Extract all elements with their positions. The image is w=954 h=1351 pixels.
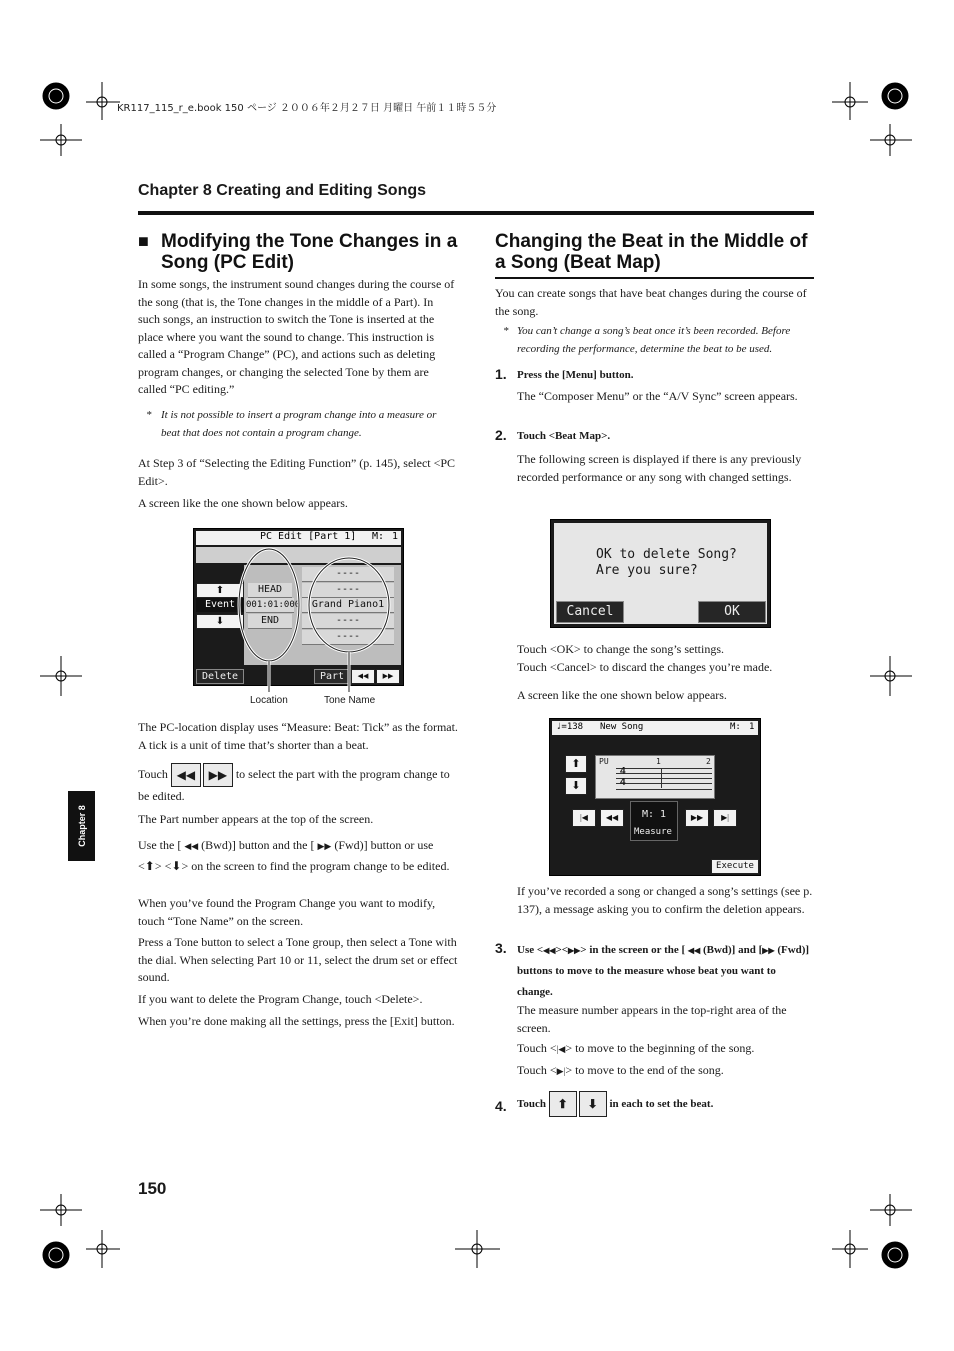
begin-text-b: > to move to the beginning of the song. — [565, 1041, 755, 1055]
tone-row-4[interactable]: ---- — [302, 614, 394, 629]
crop-mark-mid-right — [870, 656, 912, 696]
tone-row-5[interactable]: ---- — [302, 630, 394, 645]
pc-edit-callouts — [193, 528, 402, 698]
beat-map-screen — [549, 718, 761, 876]
location-row-end[interactable]: END — [248, 614, 292, 629]
fwd-icon: ▶▶ — [317, 841, 332, 851]
left-intro: In some songs, the instrument sound changes during the course of the song (that is, the Tone changes in the middle of a Part). In such songs, an instruction to switch the Tone is inserted at the place where you want the sound to change. This instruction is called a “Program Change” (PC), and actions such as deleting program changes, or changing the selected Tone by them are called “PC editing.” — [138, 277, 455, 396]
end-text-b: > to move to the end of the song. — [565, 1063, 724, 1077]
event-label: Event — [196, 598, 244, 612]
use-text-2: (Bwd)] button and the [ — [201, 838, 315, 852]
step3-text-b: >< — [555, 944, 568, 956]
file-info: KR117_115_r_e.book 150 ページ ２００６年２月２７日 月曜日 午前１１時５５分 — [117, 103, 497, 114]
up-arrow-icon: ⬆ — [144, 859, 155, 873]
dialog-line-1: OK to delete Song? — [596, 547, 737, 562]
right-intro: You can create songs that have beat changes during the course of the song. — [495, 286, 807, 318]
tone-row-1[interactable]: ---- — [302, 567, 394, 582]
to-start-icon: |◀ — [556, 1044, 566, 1054]
callout-tone-label: Tone Name — [324, 695, 376, 706]
use-text-4: > < — [154, 859, 172, 873]
step3-text-e: and [ — [738, 944, 763, 956]
crop-mark-top-left — [40, 82, 120, 156]
right-note-mark: * — [503, 325, 509, 337]
beat-map-m-value: 1 — [749, 722, 755, 732]
staff-pu-label: PU — [599, 757, 609, 766]
tempo-label: ♩=138 — [556, 722, 584, 732]
part-fwd-button[interactable]: ▶▶ — [376, 669, 400, 684]
tone-row-2[interactable]: ---- — [302, 583, 394, 598]
cancel-text: Touch <Cancel> to discard the changes you’re made. — [517, 660, 773, 674]
crop-mark-mid-left — [40, 656, 82, 696]
left-note: It is not possible to insert a program change into a measure or beat that does not contain a program change. — [161, 409, 437, 439]
staff-bar-1: 1 — [656, 757, 661, 766]
step3-text-c: > in the screen or the [ — [580, 944, 686, 956]
step3-title — [517, 940, 813, 1003]
step2-desc: The following screen is displayed if there is any previously recorded performance or any song with changed settings. — [517, 452, 802, 484]
time-signature-top: 4 — [620, 766, 626, 777]
right-note: You can’t change a song’s beat once it’s been recorded. Before recording the performance, determine the beat to be used. — [517, 325, 791, 355]
step1-title: Press the [Menu] button. — [517, 369, 634, 381]
page-number: 150 — [138, 1179, 167, 1198]
execute-button[interactable]: Execute — [711, 859, 759, 874]
chapter-title: Chapter 8 Creating and Editing Songs — [138, 182, 427, 199]
time-signature-bottom: 4 — [620, 777, 626, 788]
part-label: Part — [314, 669, 350, 684]
step4-up-icon: ⬆ — [549, 1091, 577, 1117]
step1-number: 1. — [495, 366, 507, 382]
left-screen-intro: A screen like the one shown below appears. — [138, 496, 348, 510]
beat-map-m-label: M: — [730, 722, 741, 732]
crop-mark-bottom-center — [455, 1230, 500, 1268]
use-text-5: > on the screen to find the program change to be edited. — [181, 859, 450, 873]
step3-bwd-button-icon: ◀◀ — [687, 946, 701, 955]
dialog-line-2: Are you sure? — [596, 563, 698, 578]
tone-row-current[interactable]: Grand Piano1 — [302, 598, 394, 613]
down-arrow-icon: ⬇ — [171, 859, 182, 873]
header-rule — [138, 211, 814, 215]
dialog-panel — [554, 523, 767, 624]
dialog-cancel-button[interactable]: Cancel — [556, 601, 624, 623]
callout-location-label: Location — [250, 695, 288, 706]
end-text — [517, 1062, 813, 1081]
pc-location-text: The PC-location display uses “Measure: Beat: Tick” as the format. A tick is a unit of time that’s shorter than a beat. — [138, 720, 458, 752]
part-fwd-inline-icon: ▶▶ — [203, 763, 233, 787]
song-name: New Song — [600, 722, 644, 732]
bwd-icon: ◀◀ — [184, 841, 199, 851]
left-heading-marker: ■ — [138, 231, 149, 251]
location-row-current[interactable]: 001:01:000 — [246, 598, 294, 613]
step3-text-f: (Fwd)] buttons to move to the measure whose beat you want to change. — [517, 944, 810, 998]
step2-number: 2. — [495, 427, 507, 443]
step3-fwd-button-icon: ▶▶ — [762, 946, 775, 955]
step3-text-a: Use < — [517, 944, 544, 956]
press-tone-text: Press a Tone button to select a Tone group, then select a Tone with the dial. When selecting Part 10 or 11, select the drum set or effect sound. — [138, 935, 458, 984]
right-heading: Changing the Beat in the Middle of a Song (Beat Map) — [495, 231, 808, 273]
delete-song-dialog — [550, 519, 771, 628]
step4-down-icon: ⬇ — [579, 1091, 607, 1117]
pc-edit-m-label: M: — [372, 531, 385, 542]
location-row-head[interactable]: HEAD — [248, 583, 292, 598]
delete-button[interactable]: Delete — [196, 669, 244, 684]
beat-to-end-button[interactable]: ▶| — [713, 809, 737, 827]
to-end-icon: ▶| — [556, 1066, 566, 1076]
delete-pc-text: If you want to delete the Program Change, touch <Delete>. — [138, 992, 423, 1006]
step3-text-d: (Bwd)] — [702, 944, 736, 956]
touch-word: Touch — [138, 766, 168, 781]
step3-bwd-icon: ◀◀ — [543, 946, 556, 955]
use-bwd-fwd-text — [138, 835, 458, 876]
step4-title — [517, 1090, 813, 1118]
left-note-mark: * — [146, 409, 152, 421]
staff-panel — [595, 755, 715, 799]
beat-map-title-bar — [552, 721, 758, 735]
beat-up-button[interactable]: ⬆ — [565, 755, 587, 773]
ok-text: Touch <OK> to change the song’s settings. — [517, 642, 724, 656]
recorded-text: If you’ve recorded a song or changed a song’s settings (see p. 137), a message asking you to confirm the deletion appears. — [517, 884, 813, 916]
staff-barline — [661, 768, 662, 788]
step4-text-b: in each to set the beat. — [609, 1098, 714, 1110]
end-text-a: Touch < — [517, 1063, 557, 1077]
chapter-side-tab — [68, 791, 95, 861]
tone-callout-ellipse-outline — [309, 558, 389, 652]
found-text: When you’ve found the Program Change you want to modify, touch “Tone Name” on the screen. — [138, 896, 436, 928]
exit-text: When you’re done making all the settings, press the [Exit] button. — [138, 1014, 455, 1028]
left-step-ref: At Step 3 of “Selecting the Editing Function” (p. 145), select <PC Edit>. — [138, 456, 456, 488]
event-down-button[interactable]: ⬇ — [196, 614, 244, 629]
chapter-side-tab-label: Chapter 8 — [76, 805, 87, 847]
step3-fwd-icon: ▶▶ — [567, 946, 581, 955]
right-screen-intro: A screen like the one shown below appears. — [517, 688, 727, 702]
crop-mark-bottom-left — [40, 1194, 120, 1268]
staff-bar-2: 2 — [706, 757, 711, 766]
step4-number: 4. — [495, 1098, 507, 1114]
beat-fwd-button[interactable]: ▶▶ — [685, 809, 709, 827]
use-text-3: (Fwd)] button or use < — [138, 838, 434, 873]
step1-desc: The “Composer Menu” or the “A/V Sync” screen appears. — [517, 389, 798, 403]
crop-mark-bottom-right — [832, 1194, 912, 1268]
touch-rest: to select the part with the program change to be edited. — [138, 766, 450, 803]
event-up-button[interactable]: ⬆ — [196, 583, 244, 598]
beginning-text — [517, 1040, 813, 1059]
beat-bwd-button[interactable]: ◀◀ — [600, 809, 624, 827]
use-text-1: Use the [ — [138, 838, 182, 852]
beat-to-start-button[interactable]: |◀ — [572, 809, 596, 827]
measure-number-text: The measure number appears in the top-right area of the screen. — [517, 1003, 787, 1035]
step4-text-a: Touch — [517, 1098, 546, 1110]
measure-value: M: 1 — [641, 809, 667, 820]
part-number-text: The Part number appears at the top of the screen. — [138, 812, 374, 826]
left-heading: Modifying the Tone Changes in a Song (PC Edit) — [161, 231, 458, 273]
measure-label: Measure — [634, 827, 672, 837]
begin-text-a: Touch < — [517, 1041, 557, 1055]
touch-part-line — [138, 763, 458, 805]
pc-edit-m-value: 1 — [392, 531, 399, 542]
staff-lines — [616, 768, 712, 790]
step3-number: 3. — [495, 940, 507, 956]
crop-mark-top-right — [832, 82, 912, 156]
dialog-ok-button[interactable]: OK — [698, 601, 766, 623]
part-bwd-inline-icon: ◀◀ — [171, 763, 201, 787]
step2-title: Touch <Beat Map>. — [517, 430, 611, 442]
beat-down-button[interactable]: ⬇ — [565, 777, 587, 795]
right-heading-rule — [495, 277, 814, 279]
part-bwd-button[interactable]: ◀◀ — [351, 669, 375, 684]
pc-edit-title: PC Edit [Part 1] — [260, 531, 357, 542]
location-callout-ellipse-outline — [239, 549, 299, 661]
